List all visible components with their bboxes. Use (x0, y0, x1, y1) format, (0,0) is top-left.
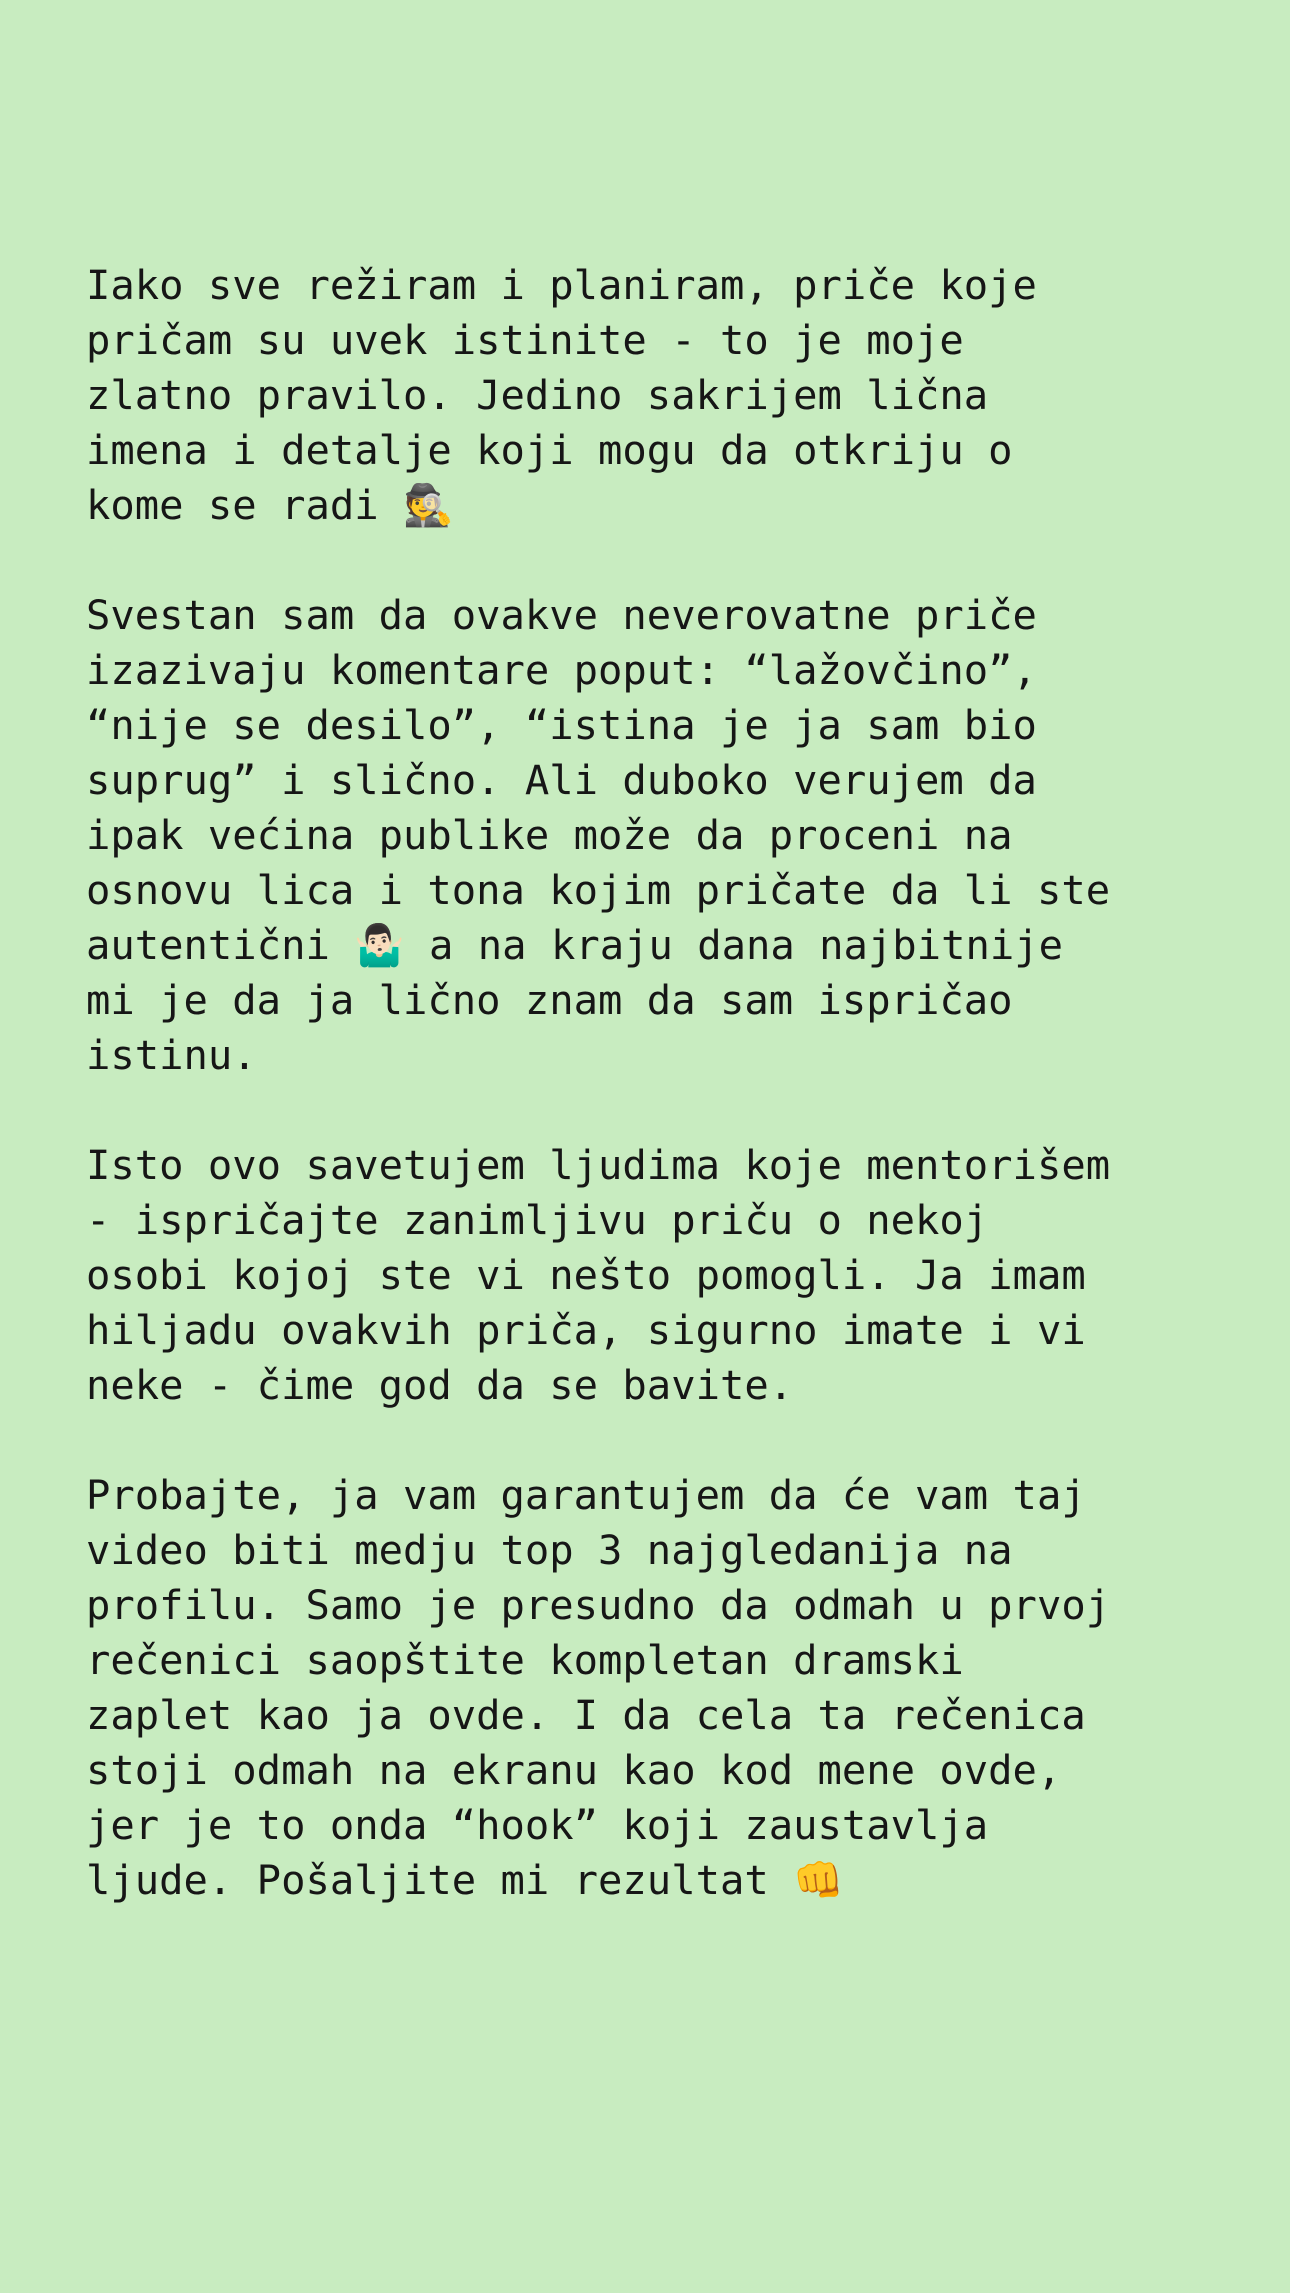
text-line: jer je to onda “hook” koji zaustavlja (86, 1801, 989, 1849)
text-line: suprug” i slično. Ali duboko verujem da (86, 756, 1037, 804)
text-line: rečenici saopštite kompletan dramski (86, 1636, 964, 1684)
text-line: osnovu lica i tona kojim pričate da li ste (86, 866, 1111, 914)
text-line: mi je da ja lično znam da sam ispričao (86, 976, 1013, 1024)
paragraph-1 (86, 258, 1226, 533)
text-line: - ispričajte zanimljivu priču o nekoj (86, 1196, 989, 1244)
text-line: osobi kojoj ste vi nešto pomogli. Ja imam (86, 1251, 1086, 1299)
text-line-with-detective-emoji: kome se radi 🕵️ (86, 481, 454, 529)
text-line: imena i detalje koji mogu da otkriju o (86, 426, 1013, 474)
text-line-with-shrug-emoji: autentični 🤷🏻‍♂️ a na kraju dana najbitnije (86, 921, 1063, 969)
text-line: ipak većina publike može da proceni na (86, 811, 1013, 859)
text-line: Probajte, ja vam garantujem da će vam taj (86, 1471, 1086, 1519)
text-line: istinu. (86, 1031, 257, 1079)
text-line: stoji odmah na ekranu kao kod mene ovde, (86, 1746, 1062, 1794)
text-line: zlatno pravilo. Jedino sakrijem lična (86, 371, 989, 419)
text-line: pričam su uvek istinite - to je moje (86, 316, 964, 364)
text-line: video biti medju top 3 najgledanija na (86, 1526, 1013, 1574)
text-line: Isto ovo savetujem ljudima koje mentorišem (86, 1141, 1111, 1189)
text-line-with-fist-emoji: ljude. Pošaljite mi rezultat 👊 (86, 1856, 844, 1904)
text-line: izazivaju komentare poput: “lažovčino”, (86, 646, 1037, 694)
paragraph-2 (86, 588, 1226, 1083)
text-line: zaplet kao ja ovde. I da cela ta rečenica (86, 1691, 1086, 1739)
text-line: “nije se desilo”, “istina je ja sam bio (86, 701, 1037, 749)
text-line: hiljadu ovakvih priča, sigurno imate i vi (86, 1306, 1086, 1354)
text-line: Iako sve režiram i planiram, priče koje (86, 261, 1037, 309)
text-line: profilu. Samo je presudno da odmah u prvoj (86, 1581, 1111, 1629)
story-text-block (86, 258, 1226, 1963)
text-line: neke - čime god da se bavite. (86, 1361, 794, 1409)
paragraph-4 (86, 1468, 1226, 1908)
text-line: Svestan sam da ovakve neverovatne priče (86, 591, 1037, 639)
paragraph-3 (86, 1138, 1226, 1413)
